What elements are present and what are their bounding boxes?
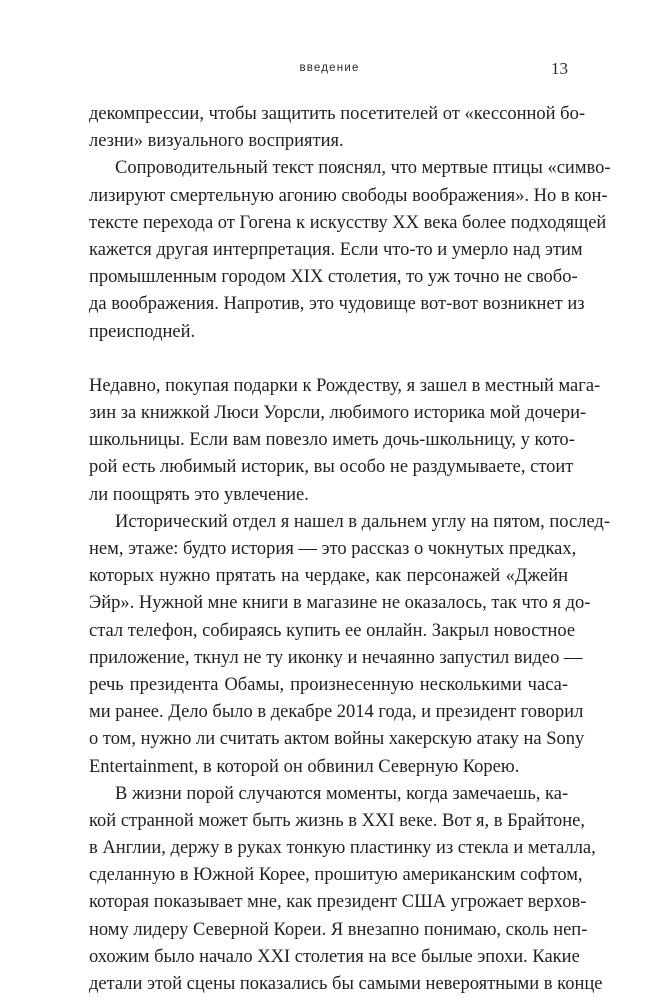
text-line: тексте перехода от Гогена к искусству XX века более подходящей [89,212,607,233]
text-line: приложение, ткнул не ту иконку и нечаянно запустил видео — [89,647,583,668]
text-line: рой есть любимый историк, вы особо не раздумываете, стоит [89,457,574,478]
text-line: ному лидеру Северной Кореи. Я внезапно понимаю, сколь неп- [89,919,588,940]
text-line: В жизни порой случаются моменты, когда замечаешь, ка- [115,783,569,804]
section-break [89,346,568,373]
body-text [89,101,611,998]
text-line: преисподней. [89,321,196,342]
paragraph [89,373,601,509]
text-line: лизируют смертельную агонию свободы воображения». Но в кон- [89,185,608,206]
text-line: о том, нужно ли считать актом войны хакерскую атаку на Sony [89,729,585,750]
text-line: Исторический отдел я нашел в дальнем углу на пятом, послед- [115,511,611,532]
text-line: Entertainment, в которой он обвинил Северную Корею. [89,756,520,777]
paragraph [89,509,611,781]
paragraph [89,101,585,155]
paragraph [89,781,603,999]
text-line: стал телефон, собираясь купить ее онлайн. Закрыл новостное [89,620,576,641]
text-line: промышленным городом XIX столетия, то уж точно не свобо- [89,267,578,288]
paragraph [89,155,611,345]
text-line: кажется другая интерпретация. Если что-то и умерло над этим [89,239,583,260]
text-line: лезни» визуального восприятия. [89,131,344,152]
text-line: речь президента Обамы, произнесенную несколькими часа- [89,674,568,695]
text-line: сделанную в Южной Корее, прошитую американским софтом, [89,865,583,886]
text-line: Эйр». Нужной мне книги в магазине не оказалось, так что я до- [89,593,591,614]
text-line: Недавно, покупая подарки к Рождеству, я зашел в местный мага- [89,375,601,396]
text-line: да воображения. Напротив, это чудовище вот-вот возникнет из [89,294,585,315]
text-line: охожим было начало XXI столетия на все былые эпохи. Какие [89,946,580,967]
text-line: детали этой сцены показались бы самыми невероятными в конце [89,974,603,994]
text-line: Сопроводительный текст пояснял, что мертвые птицы «симво- [115,158,611,179]
text-line: нем, этаже: будто история — это рассказ о чокнутых предках, [89,539,577,559]
text-line: зин за книжкой Люси Уорсли, любимого историка мой дочери- [89,403,587,424]
text-line: кой странной может быть жизнь в XXI веке. Вот я, в Брайтоне, [89,810,585,831]
text-line: школьницы. Если вам повезло иметь дочь-школьницу, у кото- [89,430,575,451]
text-line: в Англии, держу в руках тонкую пластинку из стекла и металла, [89,838,596,859]
text-line: ли поощрять это увлечение. [89,484,309,505]
page-number: 13 [551,59,568,78]
text-line: ми ранее. Дело было в декабре 2014 года, и президент говорил [89,702,584,723]
text-line: декомпрессии, чтобы защитить посетителей от «кессонной бо- [89,104,585,124]
running-head: введение [299,62,360,74]
text-line: которая показывает мне, как президент США угрожает верхов- [89,892,587,913]
text-line: которых нужно прятать на чердаке, как персонажей «Джейн [89,566,568,587]
